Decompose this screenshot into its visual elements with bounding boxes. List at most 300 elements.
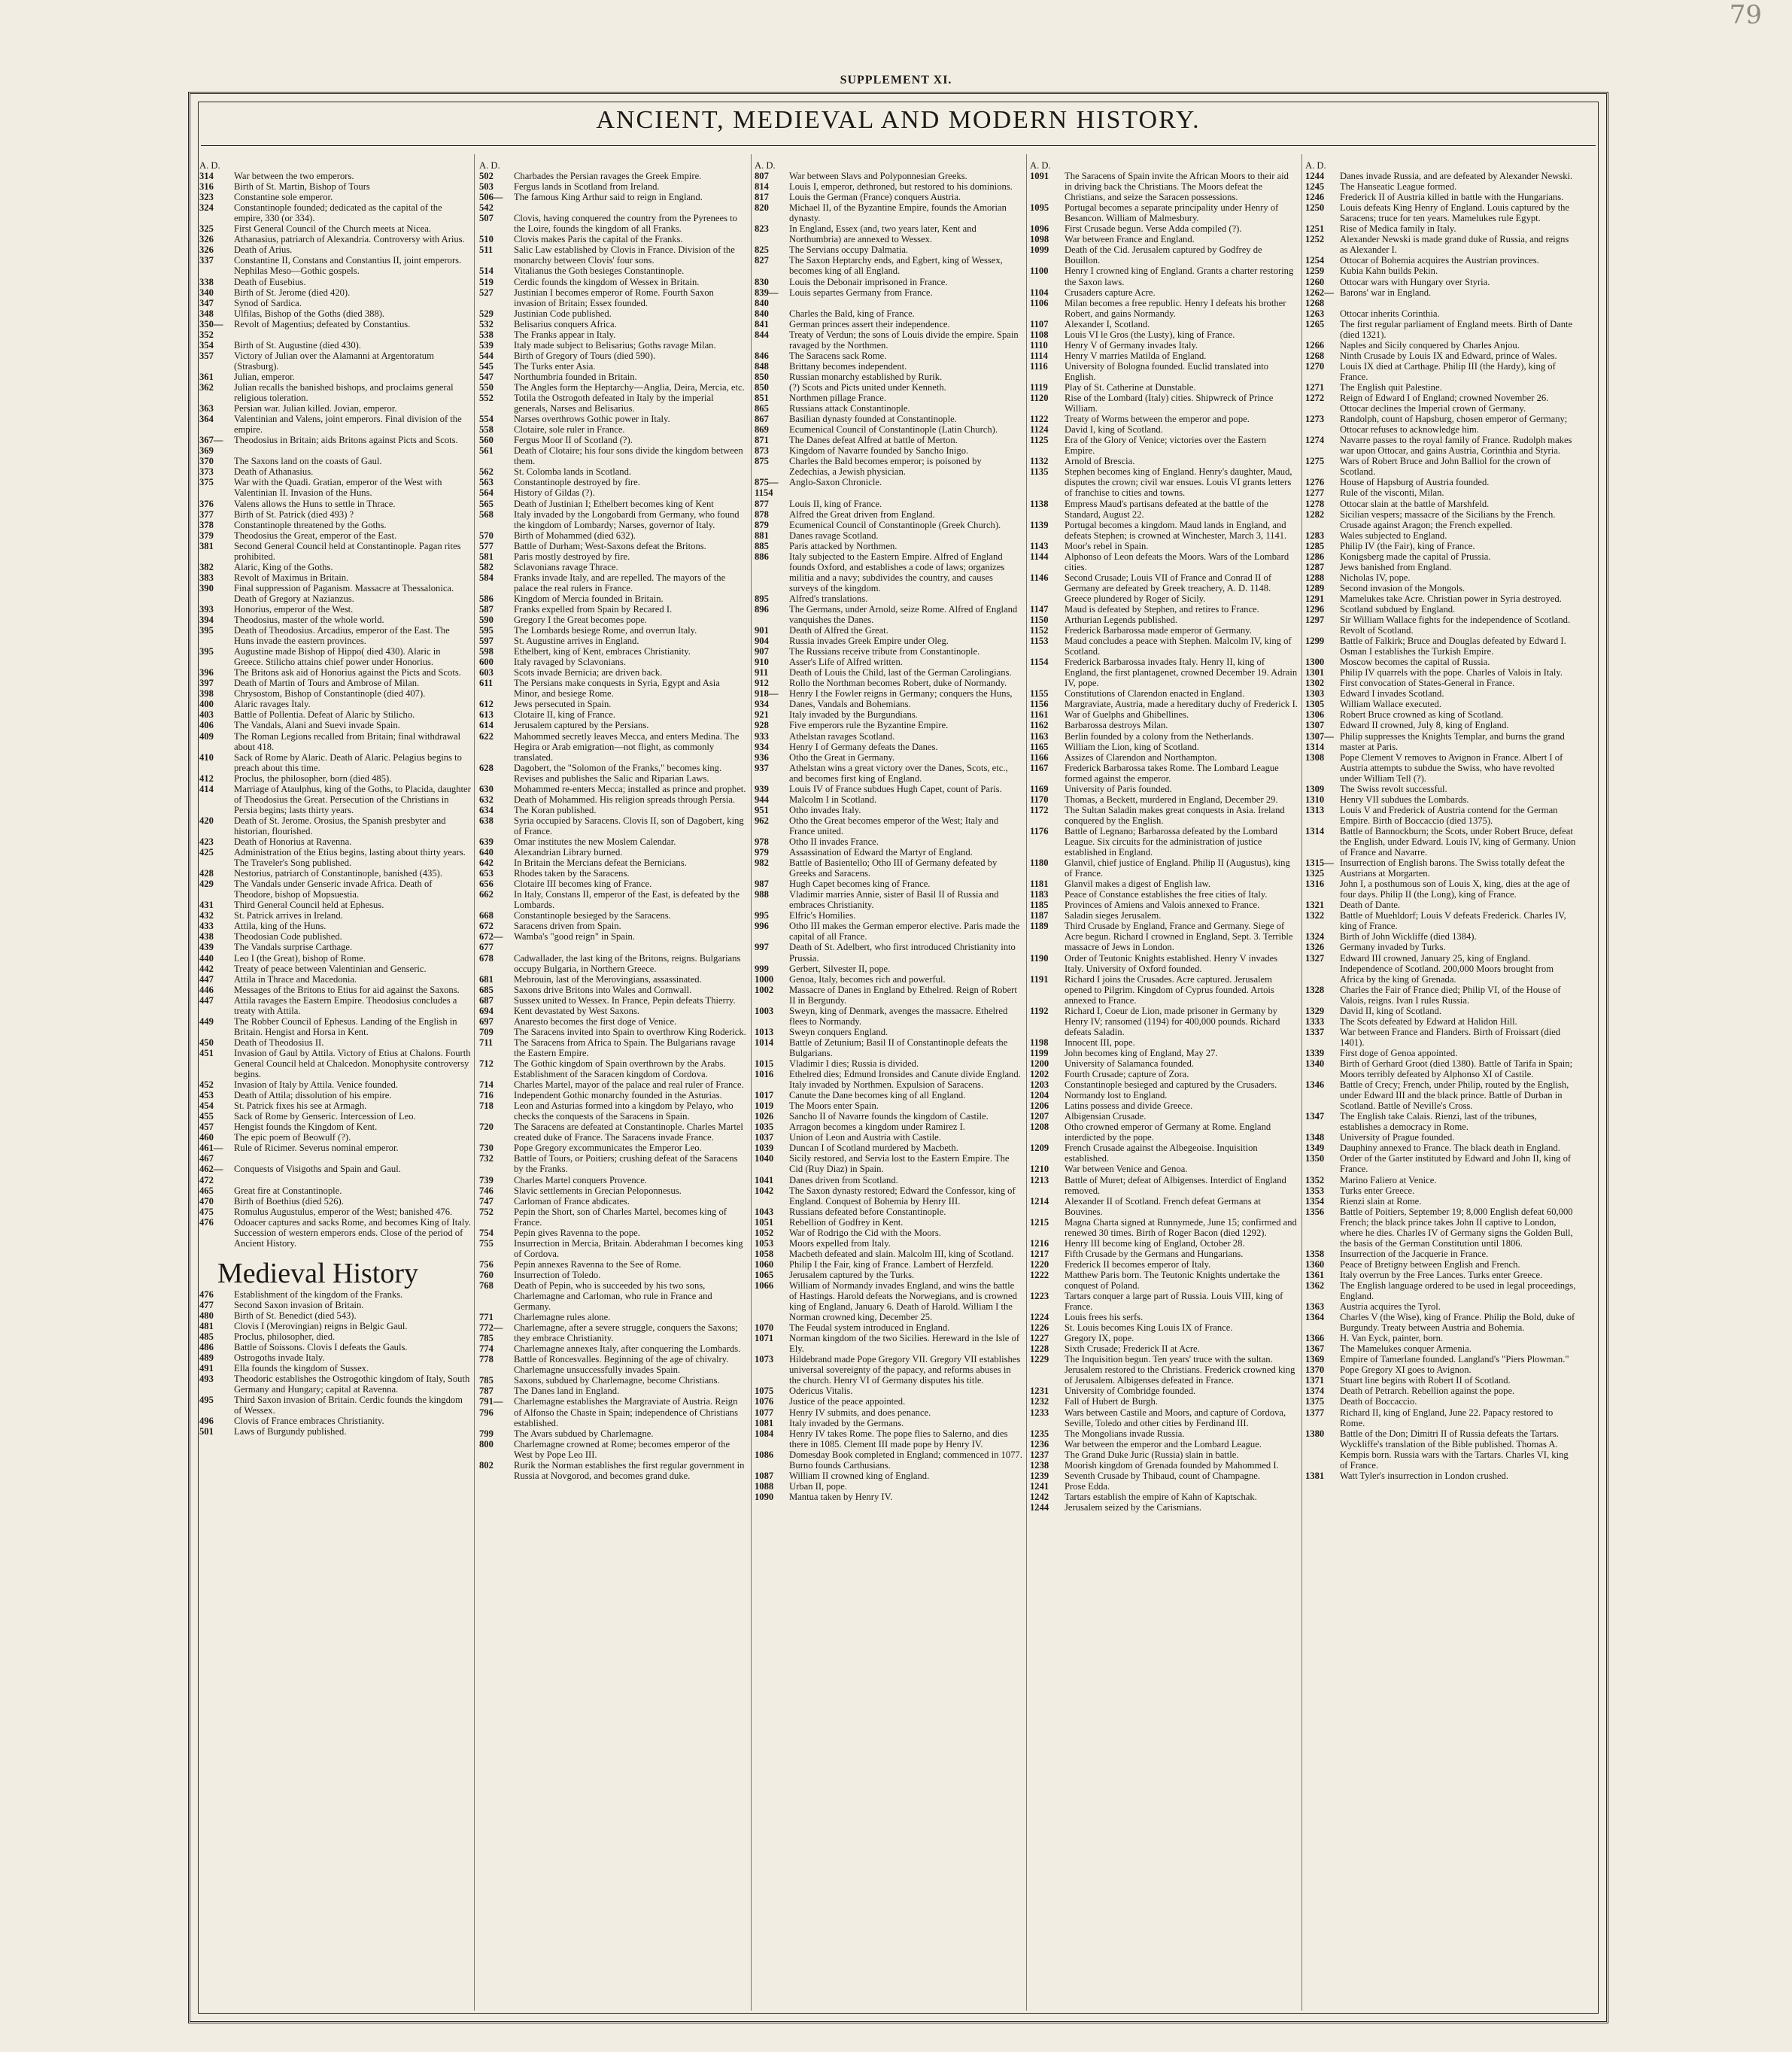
history-entry [1030,1122,1298,1143]
entry-year: 475 [199,1206,214,1217]
entry-year: 1371 [1305,1375,1325,1386]
entry-year: 869 [755,424,769,436]
entry-year: 1369 [1305,1354,1325,1365]
entry-year: 393 [199,603,214,615]
entry-year: 1244 [1030,1501,1049,1513]
history-entry [1030,382,1298,393]
entry-year: 1015 [755,1058,774,1069]
entry-year: 1251 [1305,223,1325,235]
entry-text: Birth of St. Benedict (died 543). [234,1310,357,1321]
entry-year: 712 [479,1058,494,1069]
history-entry [199,277,472,287]
entry-year: 462—472 [199,1164,223,1185]
entry-year: 376 [199,498,214,509]
entry-year: 1058 [755,1248,774,1259]
entry-year: 1052 [755,1227,774,1238]
entry-year: 552 [479,393,494,404]
entry-text: Constantinople besieged and captured by the Crusaders. [1065,1079,1277,1091]
entry-text: Sussex united to Wessex. In France, Pepin defeats Thierry. [514,994,736,1006]
entry-text: Death of Theodosius. Arcadius, emperor of the East. The Huns invade the eastern provinces. [234,625,450,647]
entry-year: 1091 [1030,171,1049,182]
history-entry [1305,1207,1578,1249]
entry-year: 1377 [1305,1407,1325,1418]
history-entry [1030,351,1298,361]
entry-text: Administration of the Etius begins, lasting about thirty years. The Traveler's Song published. [234,847,466,869]
history-entry [755,477,1022,498]
entry-text: Rienzi slain at Rome. [1340,1195,1422,1207]
history-entry [199,1342,472,1352]
entry-year: 1169 [1030,783,1049,794]
entry-year: 638 [479,815,494,826]
history-entry [755,499,1022,509]
history-entry [479,244,747,266]
entry-text: Valens allows the Huns to settle in Thrace. [234,498,396,509]
history-entry [1305,181,1578,192]
history-entry [479,985,747,995]
history-entry [479,1143,747,1153]
history-entry [479,1090,747,1100]
entry-text: Genoa, Italy, becomes rich and powerful. [789,973,946,985]
entry-year: 785 [479,1375,494,1386]
history-entry [755,319,1022,329]
page-number: 79 [1729,0,1762,30]
entry-text: Constantinople threatened by the Goths. [234,519,387,530]
history-entry [1030,1460,1298,1471]
history-entry [479,319,747,329]
history-entry [479,1354,747,1375]
entry-year: 1270 [1305,360,1325,372]
entry-year: 760 [479,1269,494,1280]
entry-text: Final suppression of Paganism. Massacre at Thessalonica. Death of Gregory at Nazianzus. [234,582,454,604]
entry-text: Invasion of Italy by Attila. Venice founded. [234,1079,399,1091]
entry-text: Sicilian vespers; massacre of the Sicilians by the French. Crusade against Aragon; the French expelled. [1340,508,1556,530]
history-entry [479,1079,747,1090]
entry-year: 1340 [1305,1058,1325,1069]
entry-text: Henry VII subdues the Lombards. [1340,794,1469,805]
history-entry [1305,171,1578,181]
history-entry [1030,1006,1298,1037]
entry-year: 944 [755,794,769,805]
entry-text: Battle of Zetunium; Basil II of Constantinople defeats the Bulgarians. [789,1037,1008,1058]
entry-year: 493 [199,1374,214,1385]
entry-year: 1380 [1305,1428,1325,1439]
entry-year: 396 [199,667,214,678]
entry-text: Five emperors rule the Byzantine Empire. [789,720,949,731]
entry-text: Mamelukes take Acre. Christian power in Syria destroyed. [1340,593,1562,604]
history-entry [479,657,747,667]
entry-text: The epic poem of Beowulf (?). [234,1132,351,1143]
entry-text: War between Slavs and Polyponnesian Greeks. [789,171,967,182]
entry-text: Constantinople besieged by the Saracens. [514,910,671,921]
entry-text: Reign of Edward I of England; crowned November 26. Ottocar declines the Imperial crown of Germany. [1340,393,1549,414]
entry-text: Hugh Capet becomes king of France. [789,879,931,890]
entry-year: 1108 [1030,329,1049,340]
entry-year: 1353 [1305,1185,1325,1196]
history-entry [1030,1386,1298,1396]
entry-year: 1120 [1030,393,1049,404]
history-entry [755,974,1022,985]
entry-year: 612 [479,699,494,710]
entry-year: 1350 [1305,1153,1325,1164]
entry-text: Frederick Barbarossa invades Italy. Henry II, king of England, the first plantagenet, crowned December 19. Adrain IV, pope. [1065,657,1298,689]
history-entry [479,1270,747,1280]
entry-text: Birth of John Wickliffe (died 1384). [1340,931,1477,943]
entry-text: Charles the Fair of France died; Philip VI, of the House of Valois, reigns. Ivan I rules Russia. [1340,984,1561,1006]
entry-year: 1060 [755,1258,774,1270]
entry-year: 491 [199,1363,214,1374]
history-entry [755,456,1022,477]
history-entry [755,255,1022,276]
entry-year: 768 [479,1279,494,1291]
entry-year: 590 [479,615,494,626]
entry-year: 1327 [1305,952,1325,964]
history-entry [199,964,472,974]
history-entry [199,731,472,752]
entry-text: Glanvil makes a digest of English law. [1065,879,1210,890]
history-entry [199,583,472,604]
entry-text: Italy invaded by the Burgundians. [789,709,918,721]
entry-year: 527 [479,287,494,298]
entry-text: Insurrection in Mercia, Britain. Abderahman I becomes king of Cordova. [514,1237,743,1259]
entry-year: 1287 [1305,561,1325,572]
entry-text: Paris mostly destroyed by fire. [514,551,630,562]
history-entry [1030,794,1298,805]
history-entry [1305,277,1578,287]
history-entry [1030,699,1298,709]
entry-text: Austria acquires the Tyrol. [1340,1301,1441,1313]
entry-text: Death of the Cid. Jerusalem captured by Godfrey de Bouillon. [1065,244,1262,266]
entry-text: Ostrogoths invade Italy. [234,1352,325,1364]
history-entry [1305,361,1578,382]
entry-year: 778 [479,1354,494,1365]
entry-year: 547 [479,371,494,382]
entry-year: 901 [755,625,769,636]
history-entry [1030,223,1298,234]
history-entry [1030,1058,1298,1069]
entry-year: 1224 [1030,1312,1049,1323]
entry-year: 1053 [755,1237,774,1249]
history-entry [1305,1132,1578,1143]
history-entry [1030,763,1298,784]
entry-text: H. Van Eyck, painter, born. [1340,1333,1444,1344]
entry-text: Kent devastated by West Saxons. [514,1005,639,1016]
entry-text: Frederick II becomes emperor of Italy. [1065,1258,1211,1270]
entry-year: 611 [479,678,494,689]
history-entry [1030,720,1298,730]
entry-year: 1254 [1305,255,1325,266]
entry-text: Mahommed secretly leaves Mecca, and enters Medina. The Hegira or Arab emigration—not flight, as commonly translated. [514,730,740,763]
history-entry [199,499,472,509]
entry-text: Tartars conquer a large part of Russia. Louis VIII, king of France. [1065,1291,1283,1313]
history-entry [755,921,1022,942]
entry-year: 1322 [1305,910,1325,921]
entry-year: 603 [479,667,494,678]
history-entry [199,985,472,995]
history-entry [479,1428,747,1439]
entry-year: 1200 [1030,1058,1049,1069]
history-entry [1030,742,1298,752]
history-entry [1305,688,1578,699]
entry-text: Albigensian Crusade. [1065,1111,1147,1122]
history-entry [755,1100,1022,1111]
history-entry [1305,826,1578,858]
history-entry [199,351,472,372]
entry-year: 1073 [755,1354,774,1365]
history-entry [1030,393,1298,414]
entry-year: 425 [199,847,214,858]
entry-year: 431 [199,900,214,911]
entry-text: Jerusalem captured by the Turks. [789,1269,915,1280]
entry-text: Franks expelled from Spain by Recared I. [514,603,673,615]
ad-label: A. D. [1305,160,1326,171]
entry-text: Danes ravage Scotland. [789,530,879,541]
entry-text: John I, a posthumous son of Louis X, king, dies at the age of four days. Philip II (the Long), king of France. [1340,879,1570,900]
entry-text: The Roman Legions recalled from Britain; final withdrawal about 418. [234,730,461,752]
entry-text: Theodosius in Britain; aids Britons against Picts and Scots. [234,435,458,446]
history-entry [755,657,1022,667]
entry-text: Death of St. Jerome. Orosius, the Spanish presbyter and historian, flourished. [234,815,446,836]
history-entry [199,1185,472,1196]
entry-year: 581 [479,551,494,562]
entry-text: Clovis, having conquered the country from the Pyrenees to the Loire, founds the kingdom of all Franks. [514,213,737,235]
history-entry [199,646,472,667]
entry-year: 455 [199,1111,214,1122]
entry-year: 830 [755,276,769,287]
entry-text: War between France and England. [1065,234,1195,245]
history-entry [755,551,1022,593]
history-entry [479,1006,747,1016]
history-entry [479,815,747,836]
entry-year: 1374 [1305,1386,1325,1397]
history-entry [755,424,1022,435]
history-entry [199,509,472,520]
entry-year: 379 [199,530,214,541]
history-entry [479,551,747,562]
entry-text: Russians attack Constantinople. [789,403,910,414]
entry-text: Otho the Great in Germany. [789,751,895,763]
entry-text: Vladimir marries Annie, sister of Basil II of Russia and embraces Christianity. [789,889,999,911]
entry-text: Dagobert, the "Solomon of the Franks," becomes king. Revises and publishes the Salic and Riparian Laws. [514,762,722,784]
history-entry [1030,340,1298,351]
entry-year: 1155 [1030,688,1049,700]
entry-year: 697 [479,1015,494,1027]
history-entry [199,520,472,530]
entry-text: University of Paris founded. [1065,783,1172,794]
entry-text: Fall of Hubert de Burgh. [1065,1396,1158,1407]
entry-year: 1233 [1030,1407,1049,1418]
entry-year: 1313 [1305,804,1325,815]
entry-text: Prose Edda. [1065,1480,1110,1492]
entry-year: 718 [479,1100,494,1112]
column-3 [755,160,1022,2011]
entry-year: 1283 [1305,530,1325,541]
entry-text: St. Colomba lands in Scotland. [514,466,632,478]
entry-year: 1119 [1030,381,1048,393]
entry-year: 362 [199,381,214,393]
entry-year: 395 [199,625,214,636]
history-entry [199,1300,472,1310]
history-entry [1305,562,1578,572]
history-entry [199,298,472,308]
entry-text: Third General Council held at Ephesus. [234,900,384,911]
entry-year: 1328 [1305,984,1325,995]
entry-text: Third Crusade by England, France and Germany. Siege of Acre begun. Richard I crowned in England, Sept. 3. Terrible massacre of Jews in London. [1065,921,1293,953]
entry-year: 921 [755,709,769,721]
entry-year: 1167 [1030,762,1049,773]
entry-text: Pope Gregory excommunicates the Emperor Leo. [514,1143,702,1154]
history-entry [199,181,472,192]
history-entry [199,688,472,699]
entry-text: Birth of St. Martin, Bishop of Tours [234,181,370,193]
history-entry [1305,223,1578,234]
column-divider [751,154,752,2011]
entry-year: 563 [479,477,494,488]
entry-text: Charbades the Persian ravages the Greek Empire. [514,171,702,182]
entry-year: 1138 [1030,498,1049,509]
entry-year: 1191 [1030,973,1049,985]
entry-text: Death of Clotaire; his four sons divide the kingdom between them. [514,445,743,467]
entry-year: 381 [199,540,214,551]
entry-text: Marino Faliero at Venice. [1340,1174,1437,1185]
entry-year: 1346 [1305,1079,1325,1091]
entry-text: Konigsberg made the capital of Prussia. [1340,551,1491,562]
entry-text: Saladin sieges Jerusalem. [1065,910,1162,921]
entry-year: 613 [479,709,494,721]
entry-text: Otho invades Italy. [789,804,861,815]
entry-text: Battle of Pollentia. Defeat of Alaric by Stilicho. [234,709,415,721]
entry-year: 752 [479,1206,494,1217]
history-entry [199,868,472,879]
entry-year: 827 [755,255,769,266]
entry-year: 1272 [1305,393,1325,404]
entry-text: Death of Honorius at Ravenna. [234,836,352,847]
history-entry [755,910,1022,921]
entry-text: Glanvil, chief justice of England. Philip II (Augustus), king of France. [1065,858,1290,879]
entry-year: 933 [755,730,769,742]
entry-year: 326 [199,244,214,256]
entry-year: 316 [199,181,214,193]
history-entry [1030,752,1298,763]
history-entry [199,340,472,351]
entry-year: 850 [755,381,769,393]
entry-year: 1367 [1305,1343,1325,1355]
history-entry [755,1228,1022,1238]
history-entry [479,784,747,794]
entry-year: 1274 [1305,435,1325,446]
history-entry [1030,1143,1298,1164]
entry-text: Randolph, count of Hapsburg, chosen emperor of Germany; Ottocar refuses to acknowledge him. [1340,414,1568,436]
entry-year: 640 [479,847,494,858]
history-entry [479,615,747,625]
history-entry [755,763,1022,784]
history-entry [1305,1111,1578,1132]
entry-year: 1147 [1030,603,1049,615]
entry-text: Augustine made Bishop of Hippo( died 430). Alaric in Greece. Stilicho attains chief power under Honorius. [234,646,441,668]
history-entry [479,487,747,498]
entry-year: 885 [755,540,769,551]
entry-text: Death of St. Adelbert, who first introduced Christianity into Prussia. [789,942,1016,964]
entry-text: Second invasion of the Mongols. [1340,582,1465,593]
entry-text: Clovis I (Merovingian) reigns in Belgic Gaul. [234,1321,408,1332]
entry-year: 685 [479,984,494,995]
entry-text: Henry I the Fowler reigns in Germany; conquers the Huns, Danes, Vandals and Bohemians. [789,688,1013,710]
history-entry [1305,1143,1578,1153]
entry-year: 561 [479,445,494,457]
entry-year: 739 [479,1174,494,1185]
history-entry [755,223,1022,244]
entry-text: Fergus Moor II of Scotland (?). [514,435,633,446]
history-entry [1305,192,1578,202]
entry-text: Barons' war in England. [1340,287,1432,298]
entry-text: Pepin the Short, son of Charles Martel, becomes king of France. [514,1206,727,1228]
history-entry [479,287,747,308]
history-entry [199,974,472,985]
entry-text: Ecumenical Council of Constantinople (Greek Church). [789,519,1001,530]
history-entry [479,636,747,646]
entry-year: 1208 [1030,1122,1049,1133]
entry-text: Henry V of Germany invades Italy. [1065,339,1198,351]
history-entry [1305,499,1578,509]
entry-text: Moors expelled from Italy. [789,1237,891,1249]
history-entry [755,942,1022,963]
history-entry [1030,615,1298,625]
history-entry [1305,551,1578,562]
history-entry [1030,266,1298,287]
entry-year: 1099 [1030,244,1049,256]
history-entry [1305,720,1578,730]
history-entry [755,964,1022,974]
entry-text: Scots invade Bernicia; are driven back. [514,667,663,678]
entry-year: 1110 [1030,339,1048,351]
entry-text: Ulfilas, Bishop of the Goths (died 388). [234,308,385,319]
history-entry [479,530,747,541]
entry-year: 1187 [1030,910,1049,921]
entry-text: Jerusalem captured by the Persians. [514,720,649,731]
entry-year: 1352 [1305,1174,1325,1185]
entry-year: 694 [479,1005,494,1016]
entry-text: Clovis of France embraces Christianity. [234,1416,384,1427]
entry-text: The Mamelukes conquer Armenia. [1340,1343,1472,1355]
entry-text: Innocent III, pope. [1065,1037,1135,1048]
history-entry [755,1322,1022,1333]
entry-year: 394 [199,615,214,626]
entry-year: 851 [755,393,769,404]
history-entry [479,1396,747,1428]
history-entry [1305,1196,1578,1207]
entry-year: 1106 [1030,297,1049,308]
entry-year: 550 [479,381,494,393]
entry-year: 1156 [1030,699,1049,710]
entry-text: Otho crowned emperor of Germany at Rome. England interdicted by the pope. [1065,1122,1271,1143]
history-entry [479,499,747,509]
entry-year: 754 [479,1227,494,1238]
entry-text: Ethelred dies; Edmund Ironsides and Canute divide England. Italy invaded by Northmen. Expulsion of Saracens. [789,1069,1021,1091]
entry-text: Northumbria founded in Britain. [514,371,637,382]
entry-text: Rule of the visconti, Milan. [1340,487,1444,499]
entry-text: Alaric ravages Italy. [234,699,311,710]
entry-year: 1125 [1030,435,1049,446]
entry-year: 1286 [1305,551,1325,562]
entry-text: Kubia Kahn builds Pekin. [1340,266,1438,277]
entry-year: 1166 [1030,751,1049,763]
entry-year: 711 [479,1037,494,1048]
entry-text: Arnold of Brescia. [1065,456,1135,467]
history-entry [1305,1375,1578,1386]
entry-year: 1300 [1305,657,1325,668]
entry-text: Portugal becomes a separate principality under Henry of Besancon. William of Malmesbury. [1065,202,1279,224]
entry-text: Order of the Garter instituted by Edward and John II, king of France. [1340,1153,1572,1175]
entry-text: Turks enter Greece. [1340,1185,1415,1196]
